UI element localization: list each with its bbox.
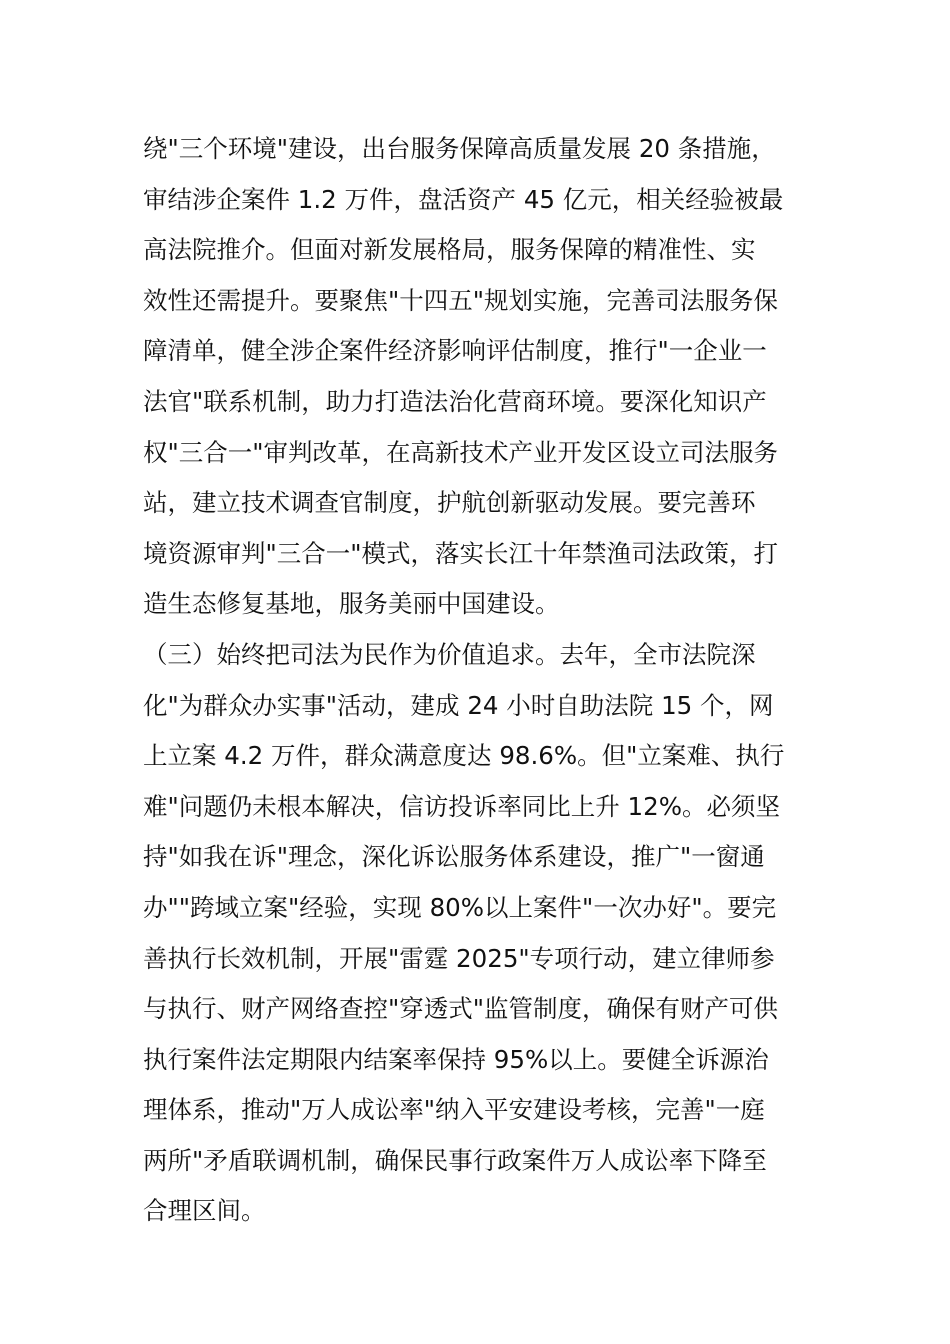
text-line: 化"为群众办实事"活动，建成 24 小时自助法院 15 个，网 (143, 690, 774, 720)
body-text (143, 124, 823, 1237)
text-line: 上立案 4.2 万件，群众满意度达 98.6%。但"立案难、执行 (143, 741, 785, 771)
text-line: 与执行、财产网络查控"穿透式"监管制度，确保有财产可供 (143, 994, 779, 1024)
text-line: 执行案件法定期限内结案率保持 95%以上。要健全诉源治 (143, 1044, 769, 1074)
text-line: 权"三合一"审判改革，在高新技术产业开发区设立司法服务 (143, 437, 779, 467)
text-line: 障清单，健全涉企案件经济影响评估制度，推行"一企业一 (143, 336, 767, 366)
text-line: 理体系，推动"万人成讼率"纳入平安建设考核，完善"一庭 (143, 1095, 765, 1125)
text-line: 审结涉企案件 1.2 万件，盘活资产 45 亿元，相关经验被最 (143, 184, 784, 214)
text-line: 善执行长效机制，开展"雷霆 2025"专项行动，建立律师参 (143, 943, 775, 973)
text-line: 法官"联系机制，助力打造法治化营商环境。要深化知识产 (143, 386, 767, 416)
text-line: 难"问题仍未根本解决，信访投诉率同比上升 12%。必须坚 (143, 791, 781, 821)
text-line: 办""跨域立案"经验，实现 80%以上案件"一次办好"。要完 (143, 892, 777, 922)
text-line: 高法院推介。但面对新发展格局，服务保障的精准性、实 (143, 235, 756, 265)
section-heading-line: （三）始终把司法为民作为价值追求。去年，全市法院深 (143, 639, 756, 669)
text-line: 效性还需提升。要聚焦"十四五"规划实施，完善司法服务保 (143, 285, 779, 315)
text-line: 造生态修复基地，服务美丽中国建设。 (143, 589, 560, 619)
text-line: 两所"矛盾联调机制，确保民事行政案件万人成讼率下降至 (143, 1145, 767, 1175)
text-line: 绕"三个环境"建设，出台服务保障高质量发展 20 条措施， (143, 134, 776, 163)
text-line: 持"如我在诉"理念，深化诉讼服务体系建设，推广"一窗通 (143, 842, 765, 872)
text-line: 站，建立技术调查官制度，护航创新驱动发展。要完善环 (143, 488, 756, 518)
text-line: 合理区间。 (143, 1196, 266, 1226)
text-line: 境资源审判"三合一"模式，落实长江十年禁渔司法政策，打 (143, 538, 779, 568)
